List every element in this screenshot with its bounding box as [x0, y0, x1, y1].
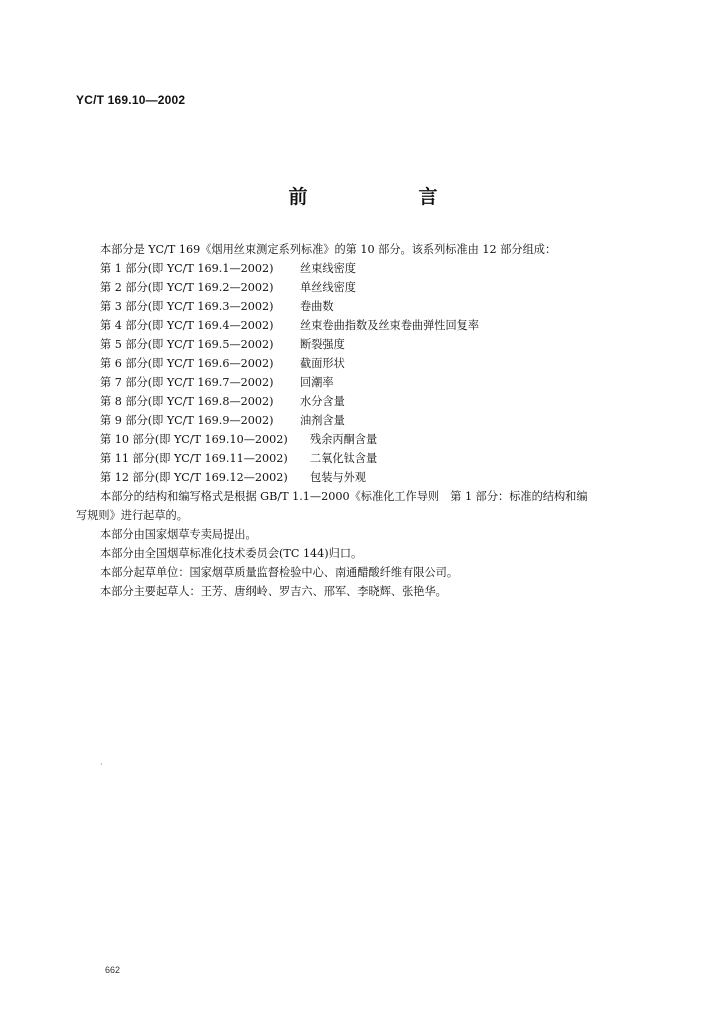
- list-item: [100, 373, 656, 392]
- part-name: 截面形状: [300, 357, 345, 370]
- list-item: [100, 449, 656, 468]
- part-name: 卷曲数: [300, 300, 334, 313]
- part-ref: 第 5 部分(即 YC/T 169.5—2002): [100, 338, 274, 351]
- list-item: [100, 468, 656, 487]
- part-name: 断裂强度: [300, 338, 345, 351]
- list-item: [100, 335, 656, 354]
- part-name: 回潮率: [300, 376, 334, 389]
- part-name: 包装与外观: [310, 471, 366, 484]
- structure-note: 本部分的结构和编写格式是根据 GB/T 1.1—2000《标准化工作导则 第 1 部分：标准的结构和编: [100, 490, 588, 503]
- part-ref: 第 4 部分(即 YC/T 169.4—2002): [100, 319, 274, 332]
- part-name: 单丝线密度: [300, 281, 356, 294]
- standard-code: YC/T 169.10—2002: [76, 93, 186, 107]
- part-ref: 第 9 部分(即 YC/T 169.9—2002): [100, 414, 274, 427]
- list-item: [100, 430, 656, 449]
- page-title: 前 言: [288, 186, 484, 208]
- scan-dot: ·: [100, 760, 103, 769]
- list-item: [100, 316, 656, 335]
- part-name: 水分含量: [300, 395, 345, 408]
- drafters: 本部分主要起草人：王芳、唐纲岭、罗吉六、邢军、李晓辉、张艳华。: [100, 585, 447, 598]
- part-ref: 第 12 部分(即 YC/T 169.12—2002): [100, 471, 288, 484]
- part-ref: 第 7 部分(即 YC/T 169.7—2002): [100, 376, 274, 389]
- list-item: [100, 259, 656, 278]
- page-number: 662: [105, 965, 121, 975]
- list-item: [100, 392, 656, 411]
- part-name: 丝束卷曲指数及丝束卷曲弹性回复率: [300, 319, 480, 332]
- part-name: 二氧化钛含量: [310, 452, 378, 465]
- list-item: [100, 354, 656, 373]
- part-name: 丝束线密度: [300, 262, 356, 275]
- part-ref: 第 2 部分(即 YC/T 169.2—2002): [100, 281, 274, 294]
- part-ref: 第 10 部分(即 YC/T 169.10—2002): [100, 433, 288, 446]
- part-ref: 第 11 部分(即 YC/T 169.11—2002): [100, 452, 288, 465]
- intro-paragraph: 本部分是 YC/T 169《烟用丝束测定系列标准》的第 10 部分。该系列标准由 12 部分组成：: [100, 243, 557, 256]
- list-item: [100, 278, 656, 297]
- list-item: [100, 411, 656, 430]
- part-ref: 第 8 部分(即 YC/T 169.8—2002): [100, 395, 274, 408]
- managed-by: 本部分由全国烟草标准化技术委员会(TC 144)归口。: [100, 547, 363, 560]
- foreword-body: [76, 240, 656, 601]
- structure-note-continued: 写规则》进行起草的。: [76, 509, 188, 522]
- drafting-units: 本部分起草单位：国家烟草质量监督检验中心、南通醋酸纤维有限公司。: [100, 566, 459, 579]
- proposed-by: 本部分由国家烟草专卖局提出。: [100, 528, 257, 541]
- parts-list: [76, 259, 656, 487]
- part-name: 油剂含量: [300, 414, 345, 427]
- part-ref: 第 1 部分(即 YC/T 169.1—2002): [100, 262, 274, 275]
- part-ref: 第 3 部分(即 YC/T 169.3—2002): [100, 300, 274, 313]
- part-name: 残余丙酮含量: [310, 433, 378, 446]
- list-item: [100, 297, 656, 316]
- part-ref: 第 6 部分(即 YC/T 169.6—2002): [100, 357, 274, 370]
